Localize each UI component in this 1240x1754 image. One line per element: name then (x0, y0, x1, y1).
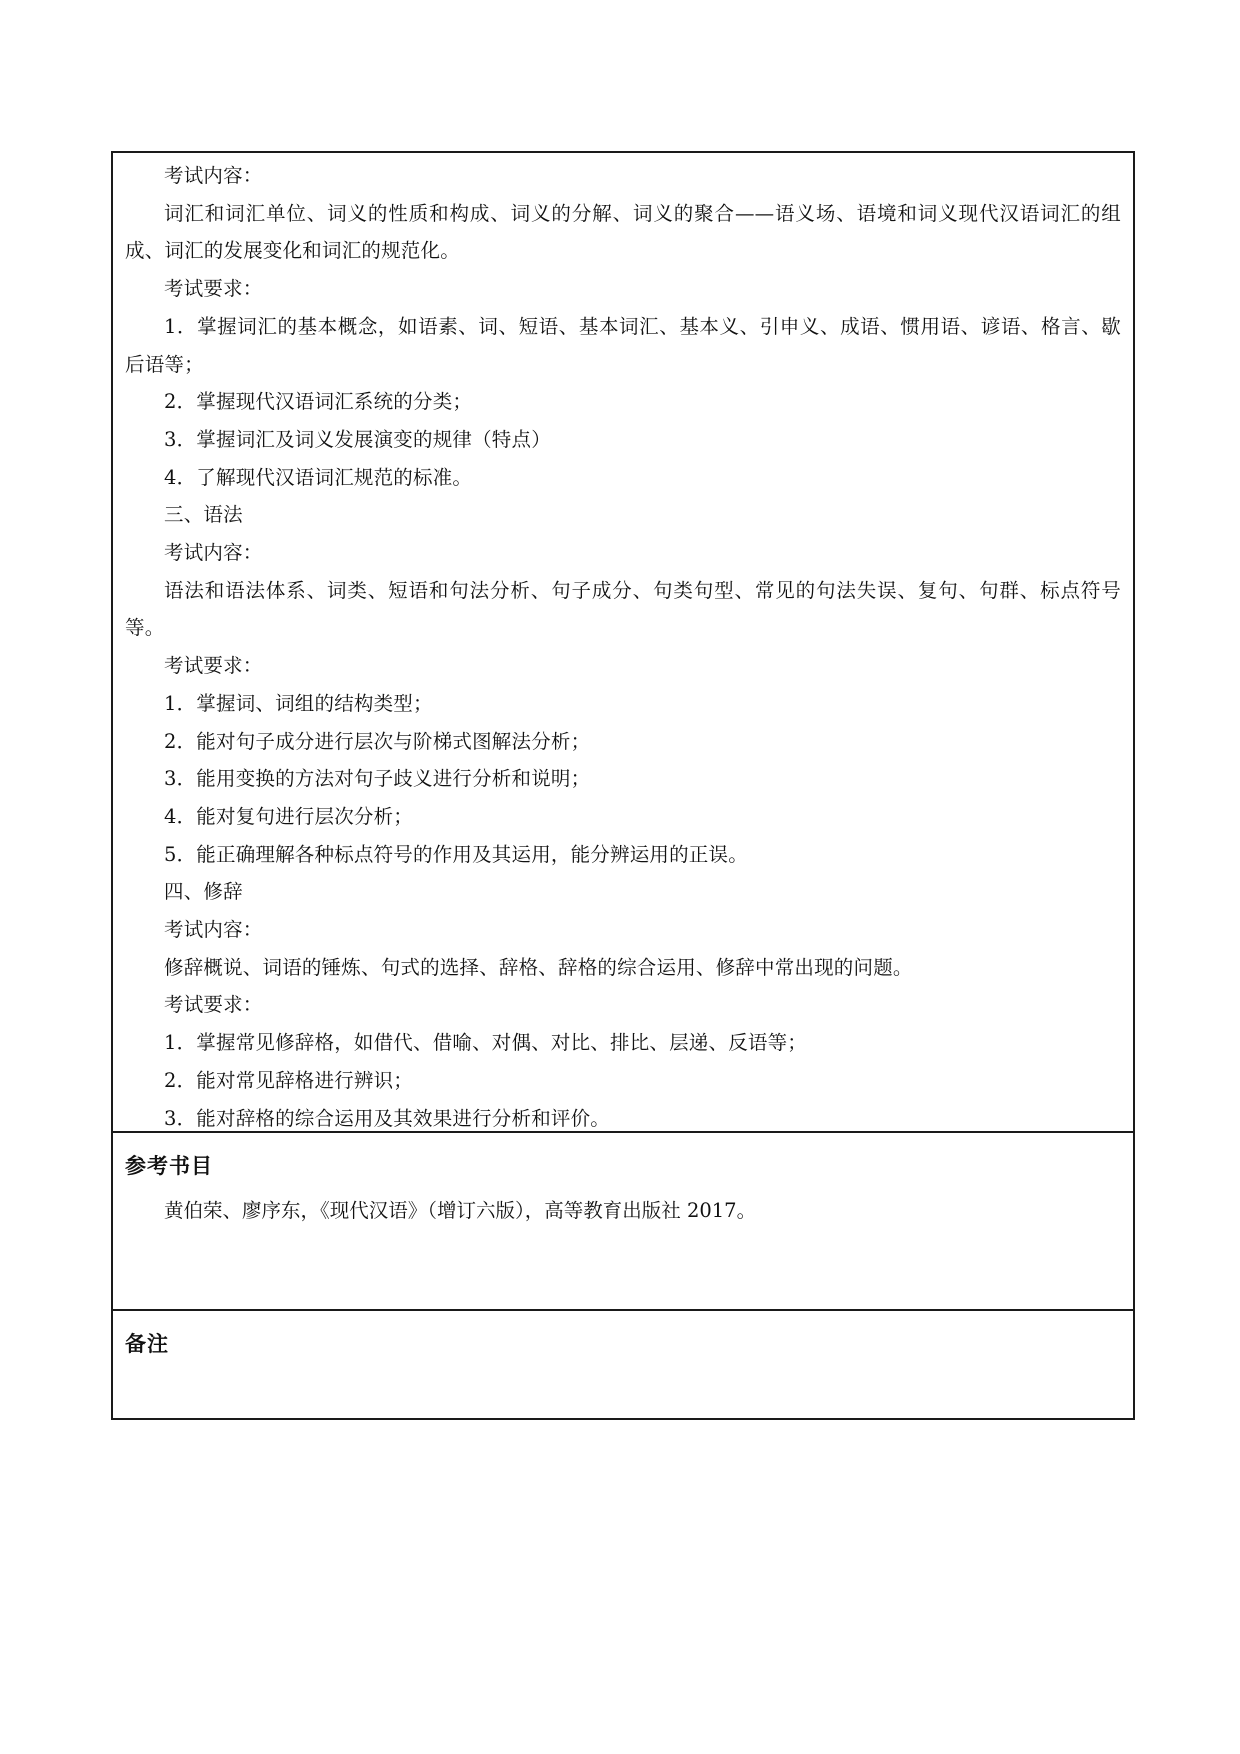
requirement-item: 3．能对辞格的综合运用及其效果进行分析和评价。 (164, 1106, 611, 1130)
requirement-item: 4．了解现代汉语词汇规范的标准。 (164, 465, 473, 489)
requirements-label: 考试要求： (164, 654, 263, 678)
requirement-item: 1．掌握词汇的基本概念，如语素、词、短语、基本词汇、基本义、引申义、成语、惯用语、谚语、格言、歇后语等； (125, 314, 1121, 376)
syllabus-table (111, 151, 1135, 1420)
requirement-item: 2．掌握现代汉语词汇系统的分类； (164, 390, 473, 414)
requirement-item: 4．能对复句进行层次分析； (164, 804, 414, 828)
references-cell (113, 1131, 1133, 1309)
requirement-item: 2．能对句子成分进行层次与阶梯式图解法分析； (164, 729, 591, 753)
content-label: 考试内容： (164, 164, 263, 187)
references-heading: 参考书目 (125, 1154, 213, 1178)
paragraph-rhetoric-content: 修辞概说、词语的锤炼、句式的选择、辞格、辞格的综合运用、修辞中常出现的问题。 (164, 955, 913, 979)
notes-cell (113, 1309, 1133, 1418)
requirement-item: 5．能正确理解各种标点符号的作用及其运用，能分辨运用的正误。 (164, 842, 748, 866)
content-label: 考试内容： (164, 541, 263, 565)
requirement-item: 1．掌握词、词组的结构类型； (164, 691, 433, 715)
requirement-item: 3．掌握词汇及词义发展演变的规律（特点） (164, 427, 551, 451)
requirement-item: 3．能用变换的方法对句子歧义进行分析和说明； (164, 767, 591, 791)
requirement-item: 1．掌握常见修辞格，如借代、借喻、对偶、对比、排比、层递、反语等； (164, 1031, 808, 1055)
notes-heading: 备注 (125, 1332, 169, 1356)
content-label: 考试内容： (164, 918, 263, 942)
section-heading-rhetoric: 四、修辞 (164, 880, 243, 904)
requirement-item: 2．能对常见辞格进行辨识； (164, 1068, 414, 1092)
section-heading-grammar: 三、语法 (164, 503, 243, 527)
content-cell (113, 153, 1133, 1131)
paragraph-grammar-content: 语法和语法体系、词类、短语和句法分析、句子成分、句类句型、常见的句法失误、复句、句群、标点符号等。 (125, 578, 1121, 640)
reference-entry: 黄伯荣、廖序东，《现代汉语》（增订六版），高等教育出版社 2017。 (164, 1199, 757, 1222)
requirements-label: 考试要求： (164, 993, 263, 1017)
requirements-label: 考试要求： (164, 277, 263, 301)
paragraph-vocabulary-content: 词汇和词汇单位、词义的性质和构成、词义的分解、词义的聚合——语义场、语境和词义现代汉语词汇的组成、词汇的发展变化和词汇的规范化。 (125, 201, 1121, 263)
